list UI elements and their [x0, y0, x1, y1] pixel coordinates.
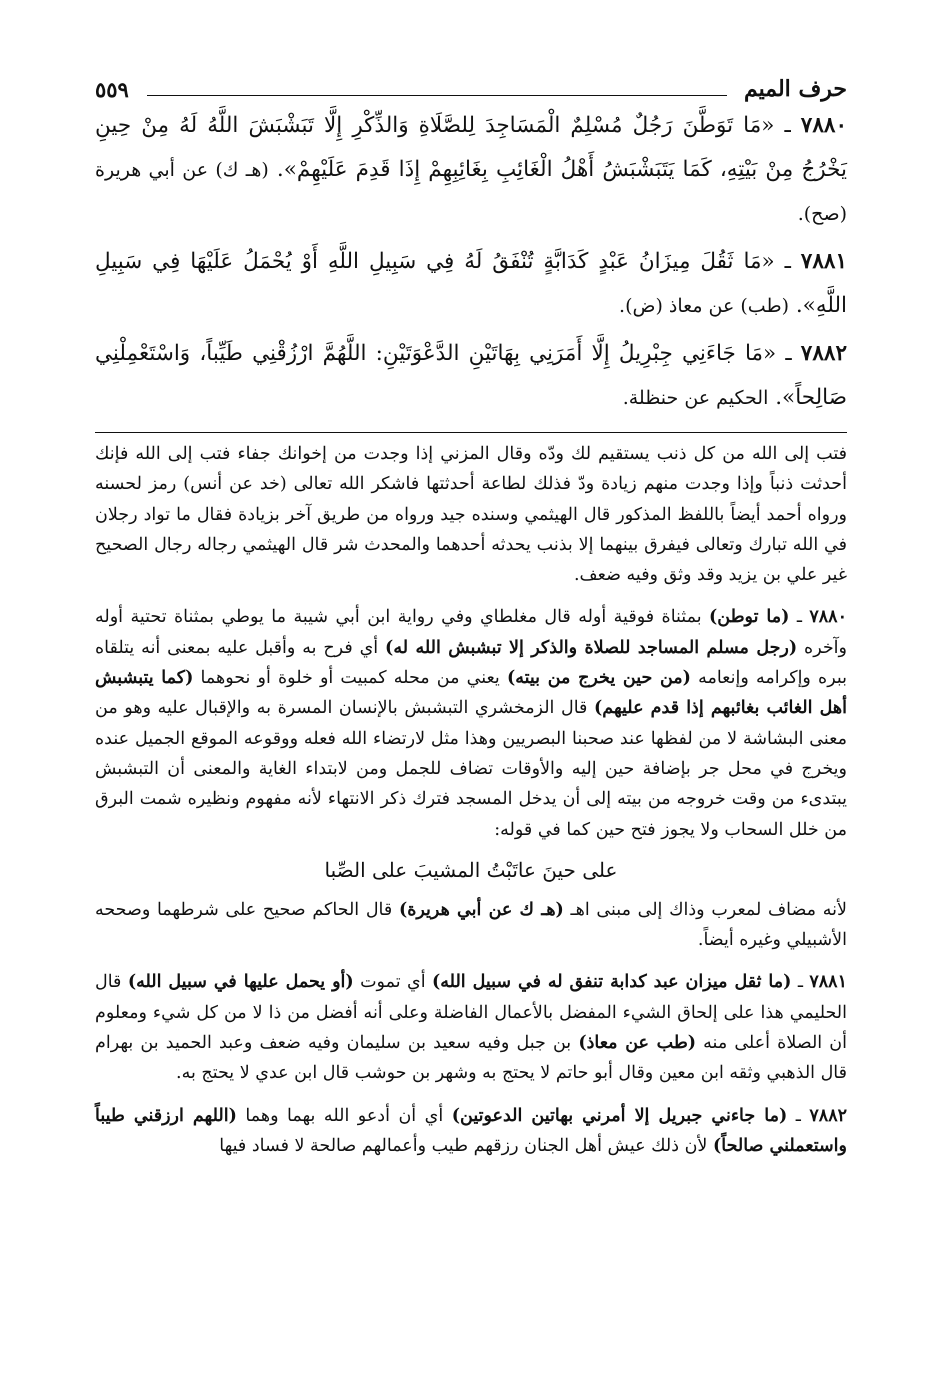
commentary-number: ٧٨٨٢ [809, 1105, 847, 1126]
commentary-text: بمثناة فوقية أوله قال مغلطاي وفي رواية ابن أبي شيبة ما يوطي بمثناة تحتية أوله وآخره [95, 607, 847, 658]
commentary-7882: ٧٨٨٢ ـ (ما جاءني جبريل إلا أمرني بهاتين الدعوتين) أي أن أدعو الله بهما وهما (اللهم ارزقني طيباً واستعملني صالحاً) لأن ذلك عيش أهل الجنان رزقهم طيب وأعمالهم صالحة لا فساد فيها [95, 1105, 847, 1156]
quoted-phrase: (ما جاءني جبريل إلا أمرني بهاتين الدعوتين) [451, 1105, 788, 1126]
quoted-phrase: (طب عن معاذ) [578, 1033, 697, 1054]
commentary-text: بن جبل وفيه سعيد بن سليمان وفيه ضعف وعبد الحميد بن بهرام قال الذهبي وثقه ابن معين وقال أبو حاتم لا يحتج به وشهر بن حوشب قال ابن عدي لا يحتج به. [95, 1033, 847, 1084]
quoted-phrase: (أو يحمل عليها في سبيل الله) [127, 972, 354, 993]
footnote-separator [95, 432, 847, 433]
quoted-phrase: (ما توطن) [709, 607, 790, 628]
commentary-7880-continued [95, 895, 847, 956]
commentary-text: قال الحاكم صحيح على شرطهما وصححه الأشبيلي وغيره أيضاً. [95, 899, 847, 951]
hadith-source: (طب) عن معاذ (ض). [619, 295, 789, 317]
commentary-text: أي أن أدعو الله بهما وهما [236, 1105, 452, 1126]
hadith-number: ٧٨٨١ [800, 249, 847, 274]
hadith-text: «مَا جَاءَنِي جِبْرِيلُ إِلَّا أَمَرَنِي بِهَاتَيْنِ الدَّعْوَتَيْنِ: اللَّهُمَّ ارْزُقْنِي طَيِّباً، وَاسْتَعْمِلْنِي صَالِحاً». [95, 341, 847, 410]
hadith-7882: ٧٨٨٢ ـ «مَا جَاءَنِي جِبْرِيلُ إِلَّا أَمَرَنِي بِهَاتَيْنِ الدَّعْوَتَيْنِ: اللَّهُمَّ ارْزُقْنِي طَيِّباً، وَاسْتَعْمِلْنِي صَالِحاً». الحكيم عن حنظلة. [95, 341, 847, 410]
commentary-number: ٧٨٨٠ [809, 607, 847, 628]
quoted-phrase: (هـ ك عن أبي هريرة) [398, 899, 564, 920]
quoted-phrase: (اللهم ارزقني طيباً واستعملني صالحاً) [95, 1105, 847, 1156]
hadith-7880: ٧٨٨٠ ـ «مَا تَوَطَّنَ رَجُلٌ مُسْلِمٌ الْمَسَاجِدَ لِلصَّلَاةِ وَالذِّكْرِ إِلَّا تَبَشْبَشَ اللَّهُ لَهُ مِنْ حِينِ يَخْرُجُ مِنْ بَيْتِهِ، كَمَا يَتَبَشْبَشُ أَهْلُ الْغَائِبِ بِغَائِبِهِمْ إِذَا قَدِمَ عَلَيْهِمْ». (هـ ك) عن أبي هريرة (صح). [95, 113, 848, 225]
commentary-text: لأنه مضاف لمعرب وذاك إلى مبنى اهـ [563, 899, 847, 920]
quoted-phrase: (رجل مسلم المساجد للصلاة والذكر إلا تبشبش الله له) [385, 637, 798, 658]
commentary-intro: فتب إلى الله من كل ذنب يستقيم لك ودّه وقال المزني إذا وجدت من إخوانك جفاء فتب إلى الله فإنك أحدثت ذنباً وإذا وجدت منهم زيادة ودّ فذلك لطاعة أحدثتها فاشكر الله تعالى (خد عن أنس) رمز لحسنه ورواه أحمد أيضاً باللفظ المذكور قال الهيثمي وسنده جيد ورواه من طريق آخر بزيادة فقال ما تواد رجلان في الله تبارك وتعالى فيفرق بينهما إلا بذنب يحدثه أحدهما والمحدث شر قال الهيثمي رجاله رجال الصحيح غير علي بن يزيد وقد وثق وفيه ضعف. [95, 444, 847, 586]
book-page [95, 58, 847, 1161]
running-header [95, 58, 847, 104]
chapter-title: حرف الميم [743, 76, 847, 102]
hadith-texts [95, 104, 847, 420]
quoted-phrase: (كما يتبشبش أهل الغائب بغائبهم إذا قدم عليهم) [95, 668, 847, 719]
hadith-text: «مَا تَوَطَّنَ رَجُلٌ مُسْلِمٌ الْمَسَاجِدَ لِلصَّلَاةِ وَالذِّكْرِ إِلَّا تَبَشْبَشَ اللَّهُ لَهُ مِنْ حِينِ يَخْرُجُ مِنْ بَيْتِهِ، كَمَا يَتَبَشْبَشُ أَهْلُ الْغَائِبِ بِغَائِبِهِمْ إِذَا قَدِمَ عَلَيْهِمْ». [95, 113, 848, 182]
commentary-text: قال الحليمي هذا على إلحاق الشيء المفضل بالأعمال الفاضلة وعلى أنه أفضل من ذا لا من كل شيء ومعلوم أن الصلاة أعلى منه [95, 972, 847, 1054]
poetry-verse: على حينَ عاتَبْتُ المشيبَ على الصِّبا [324, 857, 618, 882]
quoted-phrase: (من حين يخرج من بيته) [506, 668, 691, 689]
hadith-number: ٧٨٨٠ [800, 113, 847, 138]
page-number: ٥٥٩ [95, 77, 129, 102]
header-rule [147, 95, 727, 96]
hadith-7881: ٧٨٨١ ـ «مَا ثَقُلَ مِيزَانُ عَبْدٍ كَدَابَّةٍ تُنْفَقُ لَهُ فِي سَبِيلِ اللَّهِ أَوْ يُحْمَلُ عَلَيْهَا فِي سَبِيلِ اللَّهِ». (طب) عن معاذ (ض). [95, 249, 847, 318]
hadith-source: (هـ ك) عن أبي هريرة (صح). [95, 159, 847, 225]
quoted-phrase: (ما ثقل ميزان عبد كدابة تنفق له في سبيل الله) [431, 972, 792, 993]
commentary-text: لأن ذلك عيش أهل الجنان رزقهم طيب وأعمالهم صالحة لا فساد فيها [219, 1135, 713, 1156]
commentary [95, 439, 847, 1161]
hadith-source: الحكيم عن حنظلة. [622, 387, 769, 409]
commentary-text: أي تموت [353, 972, 432, 993]
commentary-text: أي فرح به وأقبل عليه بمعنى أنه يتلقاه ببره وإكرامه وإنعامه [95, 637, 847, 689]
hadith-number: ٧٨٨٢ [800, 341, 847, 366]
commentary-7881: ٧٨٨١ ـ (ما ثقل ميزان عبد كدابة تنفق له في سبيل الله) أي تموت (أو يحمل عليها في سبيل الله) قال الحليمي هذا على إلحاق الشيء المفضل بالأعمال الفاضلة وعلى أنه أفضل من ذا لا من كل شيء ومعلوم أن الصلاة أعلى منه (طب عن معاذ) بن جبل وفيه سعيد بن سليمان وفيه ضعف وعبد الحميد بن بهرام قال الذهبي وثقه ابن معين وقال أبو حاتم لا يحتج به وشهر بن حوشب قال ابن عدي لا يحتج به. [95, 972, 847, 1084]
commentary-number: ٧٨٨١ [809, 972, 847, 993]
commentary-text: يعني من محله كمبيت أو خلوة أو نحوهما [193, 668, 507, 689]
commentary-text: قال الزمخشري التبشبش بالإنسان المسرة به والإقبال عليه وهو من معنى البشاشة لا من لفظها عند صحبنا البصريين وهذا مثل لارتضاء الله فعله ووقوعه الموقع الجميل عنده ويخرج في محل جر بإضافة حين إليه والأوقات تضاف للجمل ومن لابتداء الغاية والمعنى أن التبشبش يبتدىء من وقت خروجه من بيته إلى أن يدخل المسجد فترك ذكر الانتهاء لأنه مفهوم ونظيره شمت البرق من خلل السحاب ولا يجوز فتح حين كما في قوله: [95, 698, 847, 840]
commentary-7880: ٧٨٨٠ ـ (ما توطن) بمثناة فوقية أوله قال مغلطاي وفي رواية ابن أبي شيبة ما يوطي بمثناة تحتية أوله وآخره (رجل مسلم المساجد للصلاة والذكر إلا تبشبش الله له) أي فرح به وأقبل عليه بمعنى أنه يتلقاه ببره وإكرامه وإنعامه (من حين يخرج من بيته) يعني من محله كمبيت أو خلوة أو نحوهما (كما يتبشبش أهل الغائب بغائبهم إذا قدم عليهم) قال الزمخشري التبشبش بالإنسان المسرة به والإقبال عليه وهو من معنى البشاشة لا من لفظها عند صحبنا البصريين وهذا مثل لارتضاء الله فعله ووقوعه الموقع الجميل عنده ويخرج في محل جر بإضافة حين إليه والأوقات تضاف للجمل ومن لابتداء الغاية والمعنى أن التبشبش يبتدىء من وقت خروجه من بيته إلى أن يدخل المسجد فترك ذكر الانتهاء لأنه مفهوم ونظيره شمت البرق من خلل السحاب ولا يجوز فتح حين كما في قوله: [95, 607, 847, 840]
hadith-text: «مَا ثَقُلَ مِيزَانُ عَبْدٍ كَدَابَّةٍ تُنْفَقُ لَهُ فِي سَبِيلِ اللَّهِ أَوْ يُحْمَلُ عَلَيْهَا فِي سَبِيلِ اللَّهِ». [95, 249, 847, 318]
